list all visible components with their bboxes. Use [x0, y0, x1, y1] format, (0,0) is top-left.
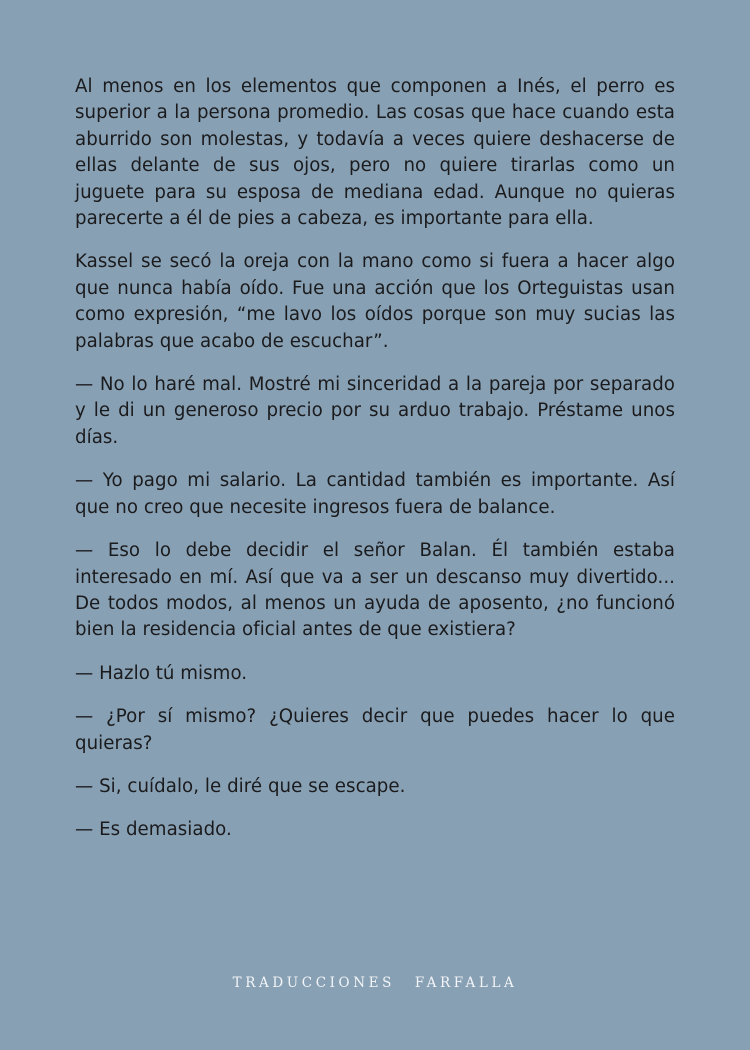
- paragraph: Al menos en los elementos que componen a Inés, el perro es superior a la persona promedio. Las cosas que hace cuando esta aburrido son molestas, y todavía a veces quiere deshacerse de ellas delante de sus ojos, pero no quiere tirarlas como un juguete para su esposa de mediana edad. Aunque no quieras parecerte a él de pies a cabeza, es importante para ella.: [75, 76, 675, 230]
- dialogue-line: — Eso lo debe decidir el señor Balan. Él también estaba interesado en mí. Así que va a ser un descanso muy divertido... De todos modos, al menos un ayuda de aposento, ¿no funcionó bien la residencia oficial antes de que existiera?: [75, 540, 675, 641]
- dialogue-line: — Yo pago mi salario. La cantidad también es importante. Así que no creo que necesite ingresos fuera de balance.: [75, 470, 675, 518]
- dialogue-line: — Es demasiado.: [75, 819, 232, 841]
- dialogue-line: — ¿Por sí mismo? ¿Quieres decir que puedes hacer lo que quieras?: [75, 706, 675, 754]
- dialogue-line: — No lo haré mal. Mostré mi sinceridad a la pareja por separado y le di un generoso precio por su arduo trabajo. Préstame unos días.: [75, 374, 675, 448]
- paragraph: Kassel se secó la oreja con la mano como si fuera a hacer algo que nunca había oído. Fue una acción que los Orteguistas usan como expresión, “me lavo los oídos porque son muy sucias las palabras que acabo de escuchar”.: [75, 251, 675, 352]
- dialogue-line: — Hazlo tú mismo.: [75, 662, 248, 684]
- footer-credit: TRADUCCIONES FARFALLA: [232, 975, 518, 991]
- document-body: [75, 74, 675, 861]
- dialogue-line: — Si, cuídalo, le diré que se escape.: [75, 775, 406, 797]
